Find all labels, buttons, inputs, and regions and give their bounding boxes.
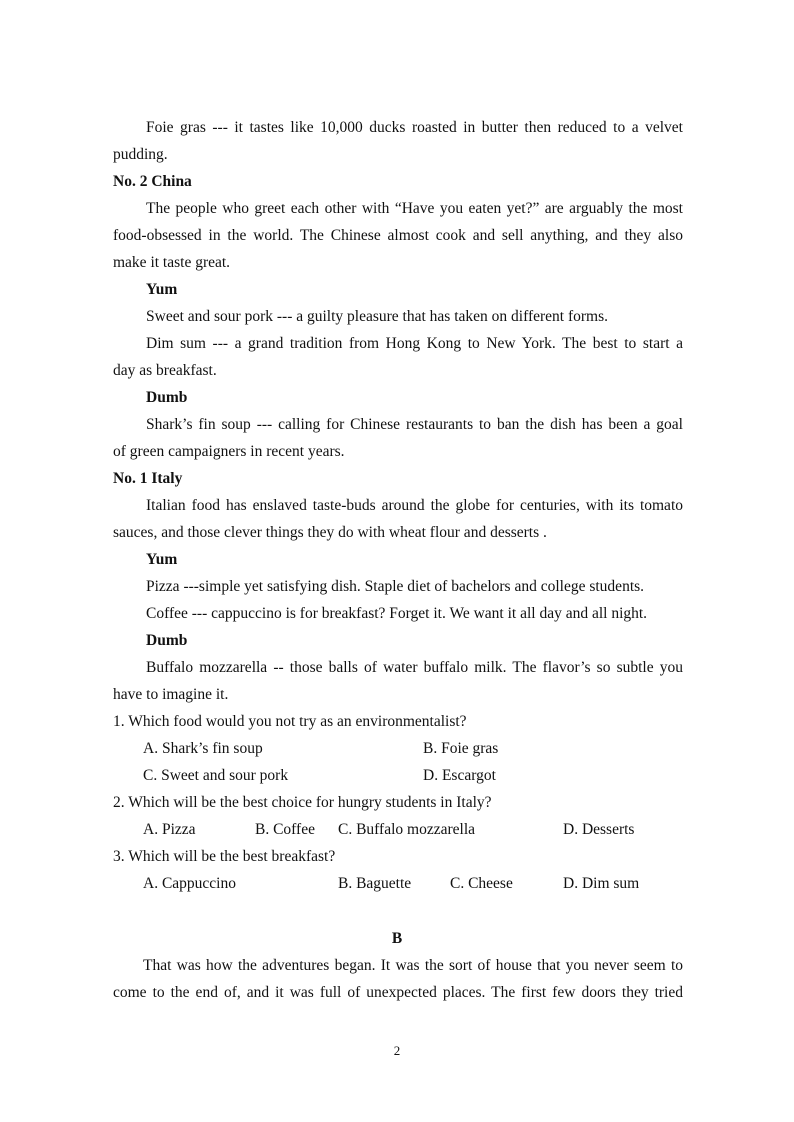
question-2-option-b: B. Coffee [255,821,315,838]
china-yum-label: Yum [146,281,178,298]
italy-intro-line-2: sauces, and those clever things they do with wheat flour and desserts . [113,524,547,541]
question-2-option-c: C. Buffalo mozzarella [338,821,476,838]
question-3-option-c: C. Cheese [450,875,513,892]
mozzarella-line-1: Buffalo mozzarella -- those balls of water buffalo milk. The flavor’s so subtle you [146,659,683,676]
sweet-sour-pork-line: Sweet and sour pork --- a guilty pleasure that has taken on different forms. [146,308,608,325]
question-2-option-a: A. Pizza [143,821,196,838]
mozzarella-line-2: have to imagine it. [113,686,229,703]
question-3-stem: 3. Which will be the best breakfast? [113,848,336,865]
question-2-option-d: D. Desserts [563,821,635,838]
question-3-option-d: D. Dim sum [563,875,640,892]
italy-dumb-label: Dumb [146,632,188,649]
section-b-line-1: That was how the adventures began. It was the sort of house that you never seem to [143,957,683,974]
china-intro-line-1: The people who greet each other with “Have you eaten yet?” are arguably the most [146,200,683,217]
section-b-heading: B [391,930,403,947]
dim-sum-line-1: Dim sum --- a grand tradition from Hong Kong to New York. The best to start a [146,335,683,352]
foie-gras-line-1: Foie gras --- it tastes like 10,000 ducks roasted in butter then reduced to a velvet [146,119,683,136]
coffee-line: Coffee --- cappuccino is for breakfast? Forget it. We want it all day and all night. [146,605,648,622]
dim-sum-line-2: day as breakfast. [113,362,217,379]
china-dumb-label: Dumb [146,389,188,406]
sharks-fin-line-1: Shark’s fin soup --- calling for Chinese restaurants to ban the dish has been a goal [146,416,683,433]
sharks-fin-line-2: of green campaigners in recent years. [113,443,345,460]
page-number: 2 [393,1043,401,1058]
section-b-line-2: come to the end of, and it was full of unexpected places. The first few doors they tried [113,984,683,1001]
question-1-option-a: A. Shark’s fin soup [143,740,263,757]
question-3-option-b: B. Baguette [338,875,412,892]
question-1-option-b: B. Foie gras [423,740,499,757]
pizza-line: Pizza ---simple yet satisfying dish. Staple diet of bachelors and college students. [146,578,645,595]
italy-intro-line-1: Italian food has enslaved taste-buds around the globe for centuries, with its tomato [146,497,683,514]
italy-yum-label: Yum [146,551,178,568]
foie-gras-line-2: pudding. [113,146,168,163]
italy-heading: No. 1 Italy [113,470,183,487]
china-heading: No. 2 China [113,173,192,190]
question-3-option-a: A. Cappuccino [143,875,236,892]
question-1-option-c: C. Sweet and sour pork [143,767,289,784]
china-intro-line-3: make it taste great. [113,254,231,271]
question-1-stem: 1. Which food would you not try as an environmentalist? [113,713,467,730]
question-2-stem: 2. Which will be the best choice for hungry students in Italy? [113,794,492,811]
question-1-option-d: D. Escargot [423,767,496,784]
china-intro-line-2: food-obsessed in the world. The Chinese almost cook and sell anything, and they also [113,227,683,244]
